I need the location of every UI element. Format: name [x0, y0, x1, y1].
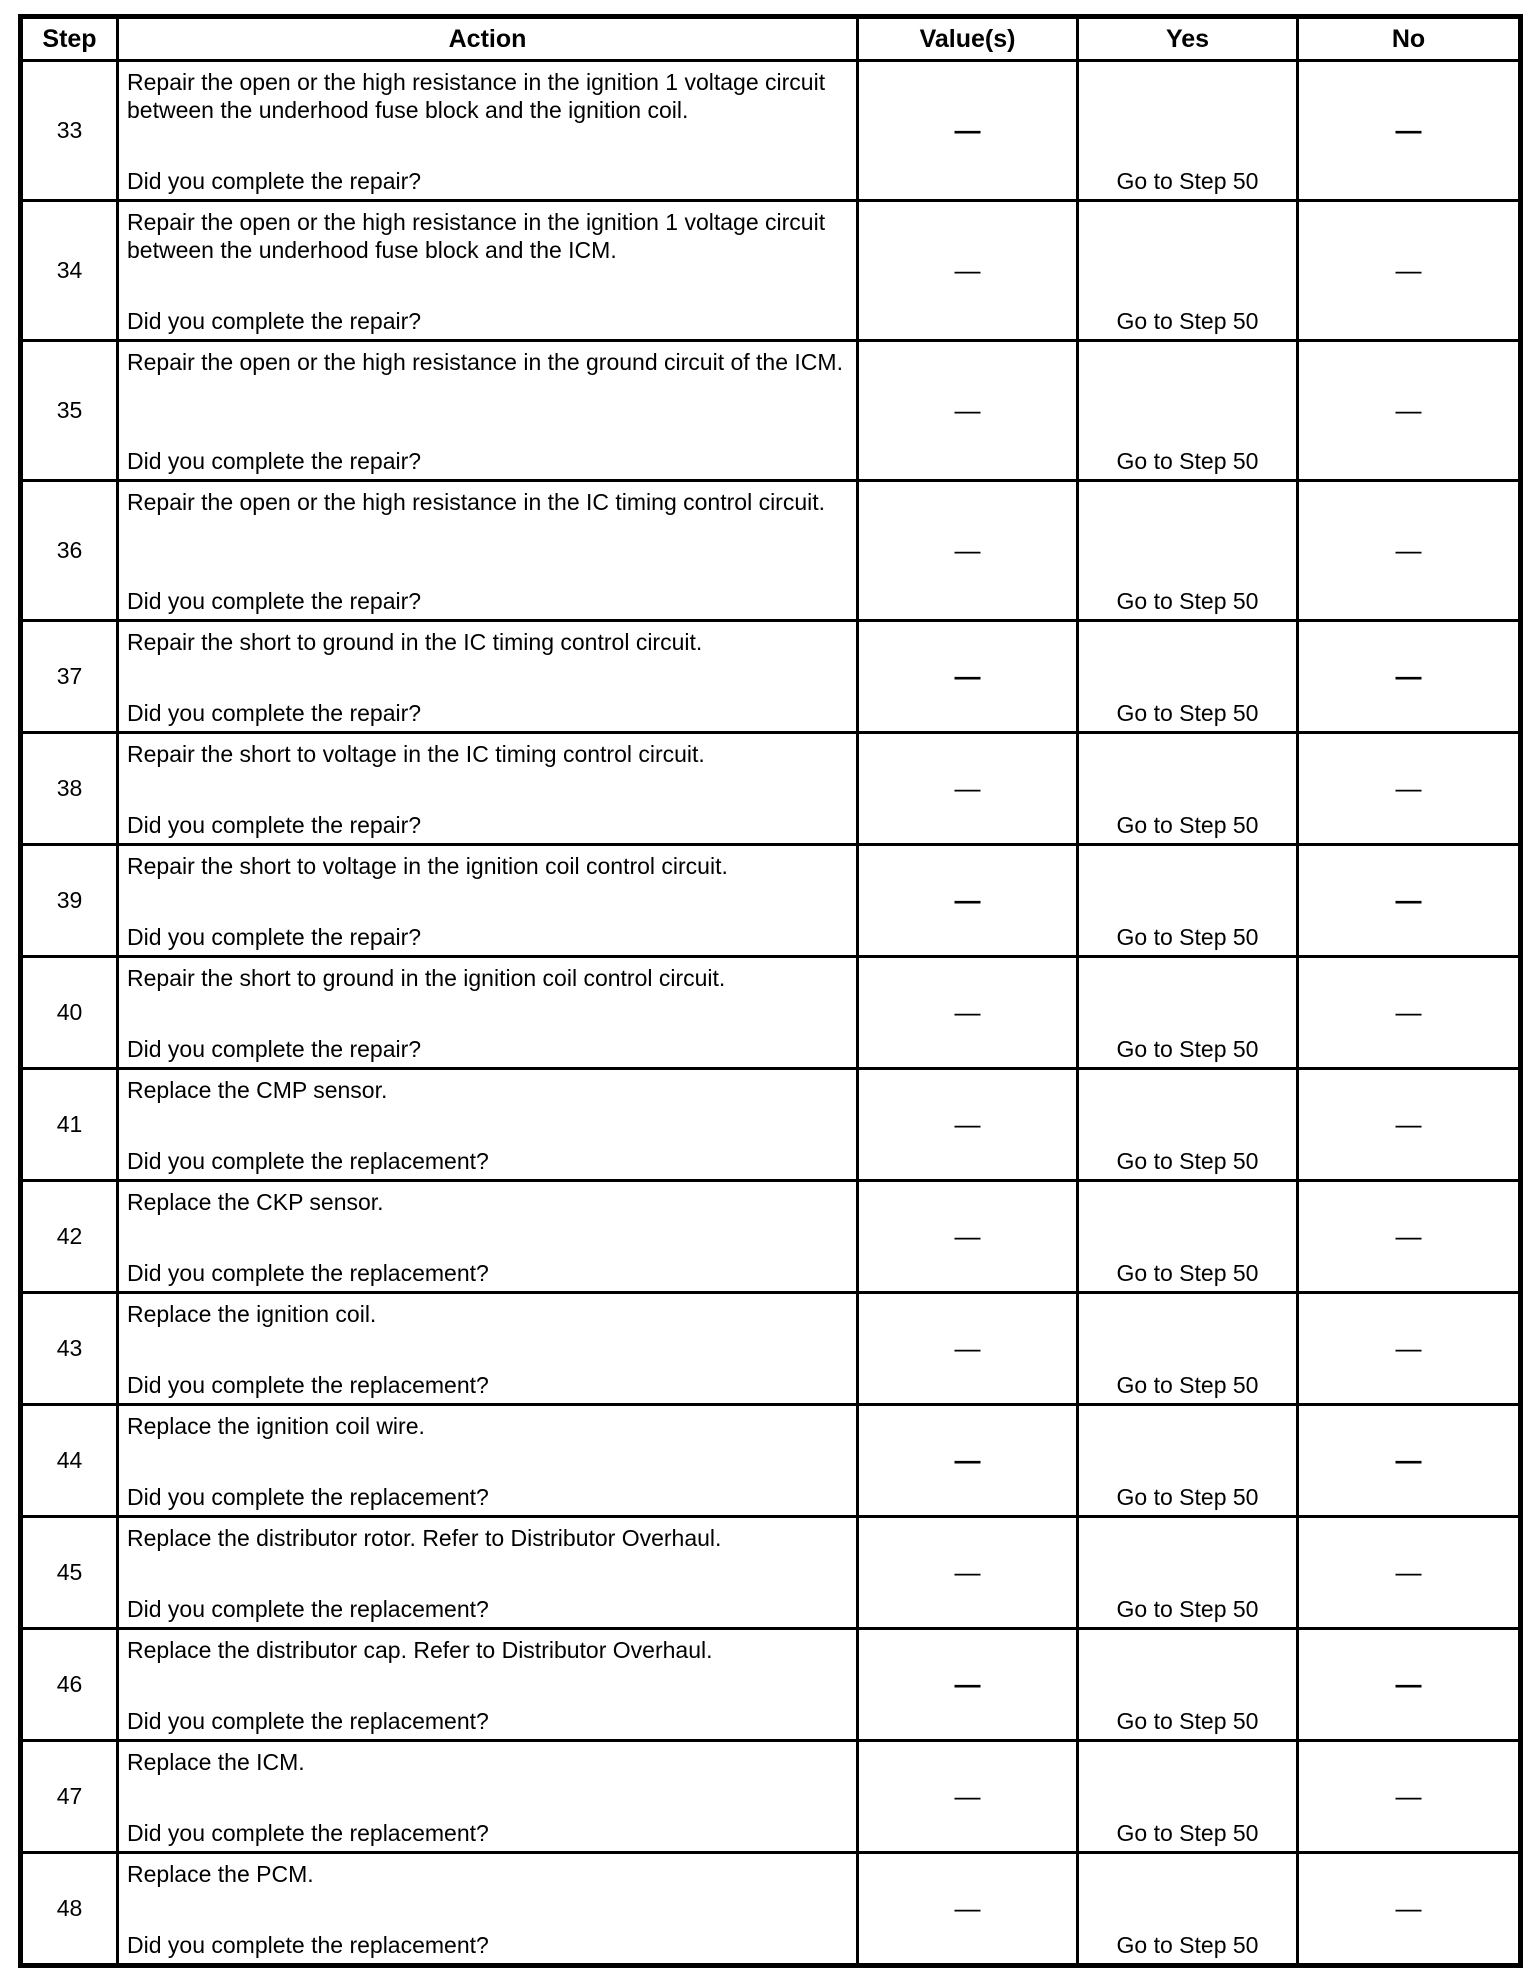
value-dash: — — [954, 773, 981, 803]
action-text: Repair the short to voltage in the IC timing control circuit. — [127, 741, 705, 767]
action-content — [119, 1182, 856, 1291]
value-dash: — — [954, 885, 981, 915]
action-question: Did you complete the replacement? — [127, 1260, 489, 1286]
value-cell — [858, 845, 1078, 957]
action-text: Replace the distributor rotor. Refer to Distributor Overhaul. — [127, 1525, 722, 1551]
no-cell — [1298, 845, 1521, 957]
table-row — [21, 733, 1521, 845]
action-content — [119, 1070, 856, 1179]
action-question: Did you complete the replacement? — [127, 1484, 489, 1510]
action-cell — [118, 201, 858, 341]
no-cell — [1298, 1629, 1521, 1741]
action-text: Repair the short to ground in the ignition coil control circuit. — [127, 965, 726, 991]
no-dash: — — [1395, 1333, 1422, 1363]
no-dash: — — [1395, 1109, 1422, 1139]
value-dash: — — [954, 1893, 981, 1923]
action-cell — [118, 61, 858, 201]
value-dash: — — [954, 1445, 981, 1475]
table-row — [21, 1293, 1521, 1405]
action-question: Did you complete the repair? — [127, 924, 422, 950]
no-dash: — — [1395, 1669, 1422, 1699]
action-question: Did you complete the repair? — [127, 168, 422, 194]
yes-cell: Go to Step 50 — [1078, 481, 1298, 621]
step-number: 48 — [21, 1853, 118, 1966]
action-question: Did you complete the repair? — [127, 308, 422, 334]
value-cell — [858, 481, 1078, 621]
action-text: Repair the short to ground in the IC timing control circuit. — [127, 629, 703, 655]
step-number: 43 — [21, 1293, 118, 1405]
action-content — [119, 1518, 856, 1627]
no-cell — [1298, 957, 1521, 1069]
action-cell — [118, 1741, 858, 1853]
table-row — [21, 1741, 1521, 1853]
yes-cell: Go to Step 50 — [1078, 1293, 1298, 1405]
value-cell — [858, 1517, 1078, 1629]
yes-cell: Go to Step 50 — [1078, 1181, 1298, 1293]
no-dash: — — [1395, 255, 1422, 285]
value-cell — [858, 1405, 1078, 1517]
header-no: No — [1298, 17, 1521, 61]
action-content — [119, 342, 856, 479]
step-number: 36 — [21, 481, 118, 621]
value-cell — [858, 61, 1078, 201]
header-yes: Yes — [1078, 17, 1298, 61]
action-question: Did you complete the replacement? — [127, 1372, 489, 1398]
step-number: 37 — [21, 621, 118, 733]
action-text: Repair the open or the high resistance in the ground circuit of the ICM. — [127, 349, 843, 375]
no-dash: — — [1395, 535, 1422, 565]
value-cell — [858, 201, 1078, 341]
action-content — [119, 1742, 856, 1851]
step-number: 34 — [21, 201, 118, 341]
action-text: Replace the distributor cap. Refer to Distributor Overhaul. — [127, 1637, 713, 1663]
action-cell — [118, 845, 858, 957]
action-question: Did you complete the repair? — [127, 588, 422, 614]
yes-cell: Go to Step 50 — [1078, 1069, 1298, 1181]
action-content — [119, 482, 856, 619]
action-text: Repair the open or the high resistance in the ignition 1 voltage circuit between the underhood fuse block and the ICM. — [127, 209, 826, 263]
no-dash: — — [1395, 997, 1422, 1027]
yes-cell: Go to Step 50 — [1078, 1405, 1298, 1517]
no-dash: — — [1395, 885, 1422, 915]
value-dash: — — [954, 1109, 981, 1139]
no-cell — [1298, 1517, 1521, 1629]
action-content — [119, 1630, 856, 1739]
action-question: Did you complete the replacement? — [127, 1820, 489, 1846]
action-content — [119, 734, 856, 843]
yes-cell: Go to Step 50 — [1078, 341, 1298, 481]
header-step: Step — [21, 17, 118, 61]
yes-cell: Go to Step 50 — [1078, 621, 1298, 733]
yes-cell: Go to Step 50 — [1078, 1517, 1298, 1629]
value-cell — [858, 1741, 1078, 1853]
table-row — [21, 201, 1521, 341]
value-dash: — — [954, 1781, 981, 1811]
action-content — [119, 202, 856, 339]
table-row — [21, 1069, 1521, 1181]
action-cell — [118, 1517, 858, 1629]
yes-cell: Go to Step 50 — [1078, 957, 1298, 1069]
value-dash: — — [954, 535, 981, 565]
no-cell — [1298, 341, 1521, 481]
yes-cell: Go to Step 50 — [1078, 201, 1298, 341]
header-action: Action — [118, 17, 858, 61]
action-text: Repair the open or the high resistance in the IC timing control circuit. — [127, 489, 826, 515]
action-content — [119, 1406, 856, 1515]
action-text: Replace the CKP sensor. — [127, 1189, 384, 1215]
action-content — [119, 62, 856, 199]
no-cell — [1298, 1069, 1521, 1181]
value-cell — [858, 1293, 1078, 1405]
value-dash: — — [954, 1221, 981, 1251]
step-number: 33 — [21, 61, 118, 201]
action-text: Repair the open or the high resistance in the ignition 1 voltage circuit between the underhood fuse block and the ignition coil. — [127, 69, 826, 123]
action-question: Did you complete the replacement? — [127, 1932, 489, 1958]
table-row — [21, 621, 1521, 733]
step-number: 40 — [21, 957, 118, 1069]
yes-cell: Go to Step 50 — [1078, 845, 1298, 957]
action-content — [119, 1854, 856, 1963]
table-row — [21, 1181, 1521, 1293]
value-dash: — — [954, 1669, 981, 1699]
no-dash: — — [1395, 1221, 1422, 1251]
value-dash: — — [954, 395, 981, 425]
step-number: 45 — [21, 1517, 118, 1629]
no-dash: — — [1395, 773, 1422, 803]
value-cell — [858, 621, 1078, 733]
action-question: Did you complete the repair? — [127, 448, 422, 474]
value-cell — [858, 1629, 1078, 1741]
no-dash: — — [1395, 661, 1422, 691]
action-question: Did you complete the replacement? — [127, 1148, 489, 1174]
value-cell — [858, 957, 1078, 1069]
yes-cell: Go to Step 50 — [1078, 1741, 1298, 1853]
step-number: 41 — [21, 1069, 118, 1181]
no-dash: — — [1395, 395, 1422, 425]
no-cell — [1298, 61, 1521, 201]
diagnostic-table — [18, 14, 1523, 1968]
yes-cell: Go to Step 50 — [1078, 1853, 1298, 1966]
value-cell — [858, 1069, 1078, 1181]
table-row — [21, 1629, 1521, 1741]
action-cell — [118, 1181, 858, 1293]
action-content — [119, 958, 856, 1067]
table-row — [21, 1517, 1521, 1629]
value-dash: — — [954, 1557, 981, 1587]
step-number: 44 — [21, 1405, 118, 1517]
no-cell — [1298, 1293, 1521, 1405]
no-dash: — — [1395, 1893, 1422, 1923]
action-question: Did you complete the replacement? — [127, 1596, 489, 1622]
value-cell — [858, 341, 1078, 481]
step-number: 35 — [21, 341, 118, 481]
table-row — [21, 61, 1521, 201]
step-number: 42 — [21, 1181, 118, 1293]
no-dash: — — [1395, 115, 1422, 145]
action-cell — [118, 1629, 858, 1741]
action-cell — [118, 957, 858, 1069]
table-row — [21, 957, 1521, 1069]
action-content — [119, 1294, 856, 1403]
no-dash: — — [1395, 1781, 1422, 1811]
action-cell — [118, 1405, 858, 1517]
no-cell — [1298, 201, 1521, 341]
step-number: 47 — [21, 1741, 118, 1853]
action-cell — [118, 1293, 858, 1405]
value-cell — [858, 1181, 1078, 1293]
no-cell — [1298, 1181, 1521, 1293]
action-text: Repair the short to voltage in the ignition coil control circuit. — [127, 853, 728, 879]
value-dash: — — [954, 1333, 981, 1363]
action-cell — [118, 1069, 858, 1181]
action-cell — [118, 341, 858, 481]
action-cell — [118, 733, 858, 845]
action-content — [119, 846, 856, 955]
action-cell — [118, 1853, 858, 1966]
step-number: 39 — [21, 845, 118, 957]
action-question: Did you complete the repair? — [127, 1036, 422, 1062]
action-text: Replace the ignition coil. — [127, 1301, 377, 1327]
action-question: Did you complete the repair? — [127, 700, 422, 726]
step-number: 46 — [21, 1629, 118, 1741]
table-row — [21, 341, 1521, 481]
table-row — [21, 1853, 1521, 1966]
table-row — [21, 481, 1521, 621]
action-text: Replace the PCM. — [127, 1861, 314, 1887]
value-cell — [858, 1853, 1078, 1966]
table-row — [21, 845, 1521, 957]
action-question: Did you complete the replacement? — [127, 1708, 489, 1734]
no-cell — [1298, 1741, 1521, 1853]
step-number: 38 — [21, 733, 118, 845]
value-dash: — — [954, 255, 981, 285]
value-dash: — — [954, 115, 981, 145]
action-content — [119, 622, 856, 731]
action-text: Replace the ICM. — [127, 1749, 305, 1775]
yes-cell: Go to Step 50 — [1078, 1629, 1298, 1741]
action-cell — [118, 481, 858, 621]
no-dash: — — [1395, 1445, 1422, 1475]
no-cell — [1298, 1853, 1521, 1966]
value-cell — [858, 733, 1078, 845]
no-cell — [1298, 733, 1521, 845]
no-cell — [1298, 1405, 1521, 1517]
table-header-row — [21, 17, 1521, 61]
action-question: Did you complete the repair? — [127, 812, 422, 838]
no-cell — [1298, 621, 1521, 733]
no-dash: — — [1395, 1557, 1422, 1587]
table-body — [21, 61, 1521, 1966]
no-cell — [1298, 481, 1521, 621]
table-row — [21, 1405, 1521, 1517]
value-dash: — — [954, 661, 981, 691]
value-dash: — — [954, 997, 981, 1027]
header-values: Value(s) — [858, 17, 1078, 61]
action-text: Replace the CMP sensor. — [127, 1077, 388, 1103]
yes-cell: Go to Step 50 — [1078, 733, 1298, 845]
yes-cell: Go to Step 50 — [1078, 61, 1298, 201]
action-text: Replace the ignition coil wire. — [127, 1413, 425, 1439]
action-cell — [118, 621, 858, 733]
